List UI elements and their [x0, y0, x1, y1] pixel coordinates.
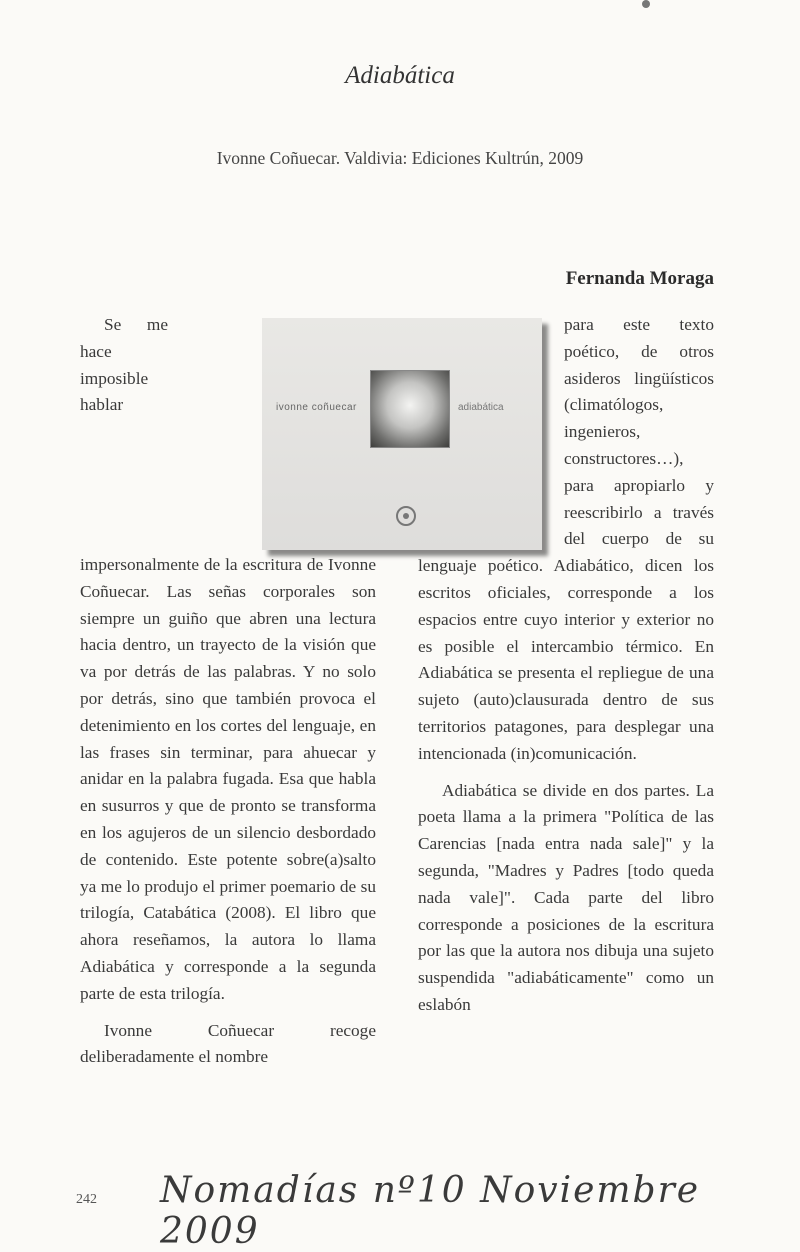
image-wrap-spacer [418, 312, 556, 552]
cover-title-text: adiabática [458, 402, 504, 413]
right-column [418, 312, 714, 1019]
body-paragraph: para este texto poético, de otros asideros lingüísticos (climatólogos, ingenieros, constructores…), para apropiarlo y reescribirlo a través del cuerpo de su lenguaje poético. Adiabático, dicen los escritos oficiales, corresponde a los espacios entre cuyo interior y exterior no es posible el intercambio térmico. En Adiabática se presenta el repliegue de una sujeto (auto)clausurada dentro de sus territorios patagones, para desplegar una intencionada (in)comunicación. [418, 315, 714, 763]
left-column [80, 312, 376, 1071]
page-number: 242 [76, 1192, 97, 1207]
handwritten-note: Nomadías nº10 Noviembre 2009 [160, 1170, 701, 1252]
body-paragraph: Ivonne Coñuecar recoge deliberadamente el nombre [80, 1020, 376, 1067]
review-author: Fernanda Moraga [565, 268, 714, 289]
body-paragraph: Adiabática se divide en dos partes. La poeta llama a la primera "Política de las Carencias [nada entra nada sale]" y la segunda, "Madres y Padres [todo queda nada vale]". Cada parte del libro corresponde a posiciones de la escritura por las que la autora nos dibuja una sujeto suspendida "adiabáticamente" como un eslabón [418, 780, 714, 1014]
scan-speck [642, 0, 650, 8]
article-title: Adiabática [345, 62, 455, 89]
image-wrap-spacer [176, 312, 376, 552]
body-paragraph: Se me hace imposible hablar impersonalmente de la escritura de Ivonne Coñuecar. Las señas corporales son siempre un guiño que abren una lectura hacia dentro, un trayecto de la visión que va por detrás de las palabras. Y no solo por detrás, sino que también provoca el detenimiento en los cortes del lenguaje, en las frases sin terminar, para ahuecar y anidar en la palabra fugada. Esa que habla en susurros y que de pronto se transforma en los agujeros de un silencio desbordado de contenido. Este potente sobre(a)salto ya me lo produjo el primer poemario de su trilogía, Catabática (2008). El libro que ahora reseñamos, la autora lo llama Adiabática y corresponde a la segunda parte de esta trilogía. [80, 315, 376, 1003]
cover-author-text: ivonne coñuecar [276, 402, 357, 413]
book-reference: Ivonne Coñuecar. Valdivia: Ediciones Kultrún, 2009 [216, 148, 584, 168]
publisher-emblem-icon [396, 506, 416, 526]
